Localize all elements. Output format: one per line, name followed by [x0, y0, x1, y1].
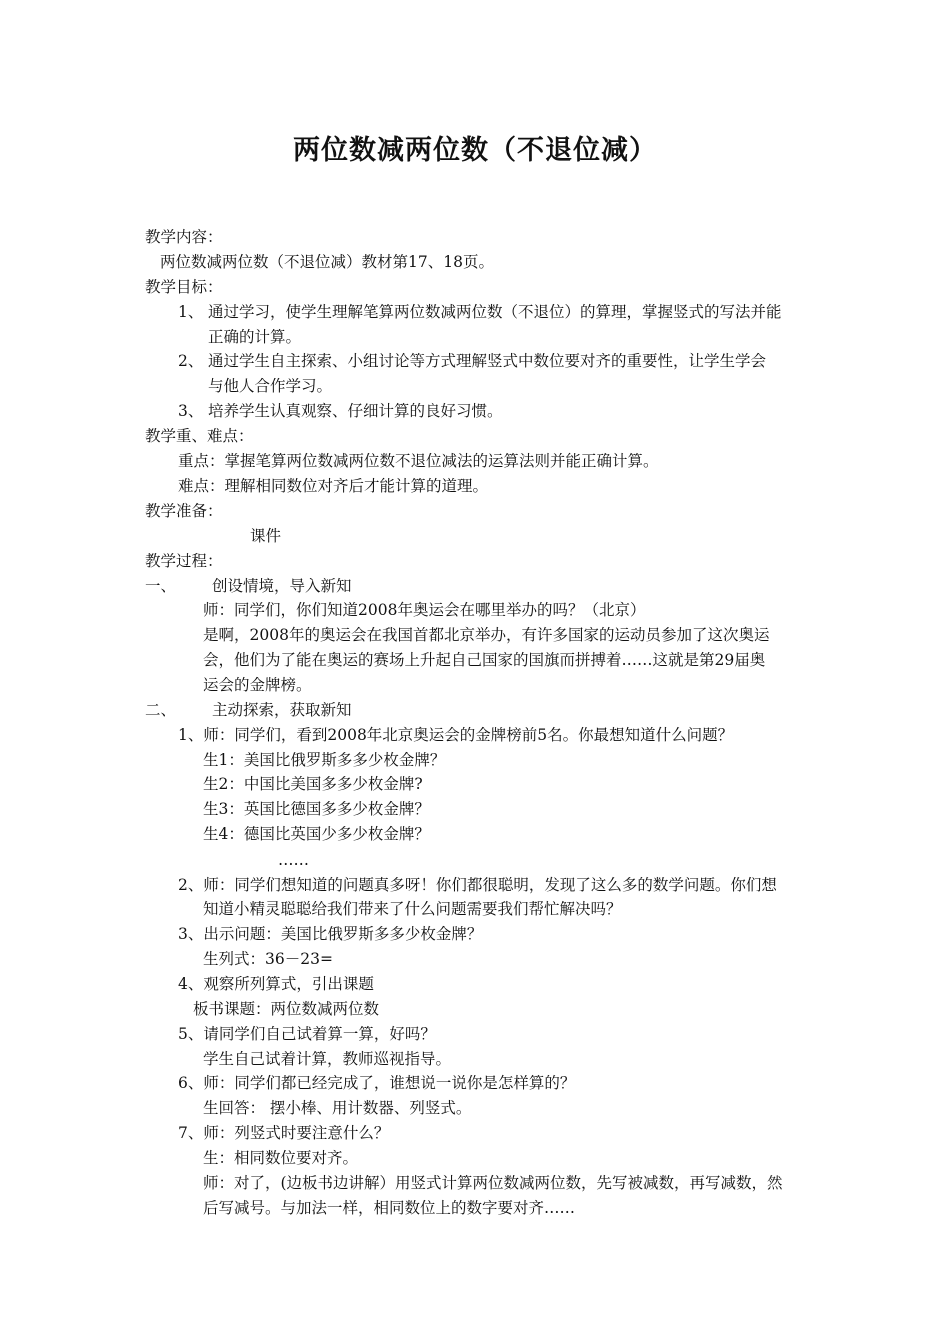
process-heading: 教学过程：: [145, 552, 223, 570]
section-1-line-1: 师：同学们，你们知道2008年奥运会在哪里举办的吗？（北京）: [203, 601, 646, 619]
step-5-answer: 学生自己试着计算，教师巡视指导。: [203, 1050, 452, 1068]
step-7: 7、师：列竖式时要注意什么？: [178, 1124, 390, 1142]
section-1-title: 创设情境，导入新知: [212, 577, 352, 595]
step-1-answer-1: 生1：美国比俄罗斯多多少枚金牌？: [203, 751, 446, 769]
goal-2-line-1: 通过学生自主探索、小组讨论等方式理解竖式中数位要对齐的重要性，让学生学会: [208, 352, 767, 370]
content-text: 两位数减两位数（不退位减）教材第17、18页。: [160, 253, 494, 271]
difficulty-point: 难点：理解相同数位对齐后才能计算的道理。: [178, 477, 489, 495]
goals-heading: 教学目标：: [145, 278, 223, 296]
prep-item: 课件: [250, 527, 282, 545]
step-2-line-1: 2、师：同学们想知道的问题真多呀！你们都很聪明，发现了这么多的数学问题。你们想: [178, 876, 777, 894]
goal-3-number: 3、: [178, 402, 204, 420]
step-1: 1、师：同学们，看到2008年北京奥运会的金牌榜前5名。你最想知道什么问题？: [178, 726, 734, 744]
step-3-answer: 生列式：36－23=: [203, 950, 333, 968]
section-2-title: 主动探索，获取新知: [212, 701, 352, 719]
step-2-line-2: 知道小精灵聪聪给我们带来了什么问题需要我们帮忙解决吗？: [203, 900, 622, 918]
keys-heading: 教学重、难点：: [145, 427, 254, 445]
goal-1-line-1: 通过学习，使学生理解笔算两位数减两位数（不退位）的算理，掌握竖式的写法并能: [208, 303, 782, 321]
step-3: 3、出示问题：美国比俄罗斯多多少枚金牌？: [178, 925, 483, 943]
section-1-line-4: 运会的金牌榜。: [203, 676, 312, 694]
step-6: 6、师：同学们都已经完成了，谁想说一说你是怎样算的？: [178, 1074, 576, 1092]
goal-1-line-2: 正确的计算。: [208, 328, 302, 346]
step-5: 5、请同学们自己试着算一算，好吗？: [178, 1025, 436, 1043]
section-1-number: 一、: [145, 577, 177, 595]
section-1-line-2: 是啊，2008年的奥运会在我国首都北京举办，有许多国家的运动员参加了这次奥运: [203, 626, 770, 644]
content-heading: 教学内容：: [145, 228, 223, 246]
goal-2-number: 2、: [178, 352, 204, 370]
page-title: 两位数减两位数（不退位减）: [293, 135, 657, 166]
section-2-number: 二、: [145, 701, 177, 719]
step-7-answer: 生：相同数位要对齐。: [203, 1149, 359, 1167]
step-1-ellipsis: ……: [278, 851, 309, 869]
step-1-answer-2: 生2：中国比美国多多少枚金牌?: [203, 775, 423, 793]
step-4: 4、观察所列算式，引出课题: [178, 975, 374, 993]
key-point: 重点：掌握笔算两位数减两位数不退位减法的运算法则并能正确计算。: [178, 452, 659, 470]
step-1-answer-3: 生3：英国比德国多多少枚金牌？: [203, 800, 430, 818]
goal-2-line-2: 与他人合作学习。: [208, 377, 333, 395]
step-7-explain-line-2: 后写减号。与加法一样，相同数位上的数字要对齐……: [203, 1199, 576, 1217]
step-7-explain-line-1: 师：对了，(边板书边讲解）用竖式计算两位数减两位数，先写被减数，再写减数，然: [203, 1174, 783, 1192]
prep-heading: 教学准备：: [145, 502, 223, 520]
goal-3-line-1: 培养学生认真观察、仔细计算的良好习惯。: [208, 402, 503, 420]
step-4-board-title: 板书课题：两位数减两位数: [193, 1000, 380, 1018]
step-1-answer-4: 生4：德国比英国少多少枚金牌？: [203, 825, 430, 843]
section-1-line-3: 会，他们为了能在奥运的赛场上升起自己国家的国旗而拼搏着……这就是第29届奥: [203, 651, 766, 669]
goal-1-number: 1、: [178, 303, 204, 321]
step-6-answer: 生回答： 摆小棒、用计数器、列竖式。: [203, 1099, 472, 1117]
